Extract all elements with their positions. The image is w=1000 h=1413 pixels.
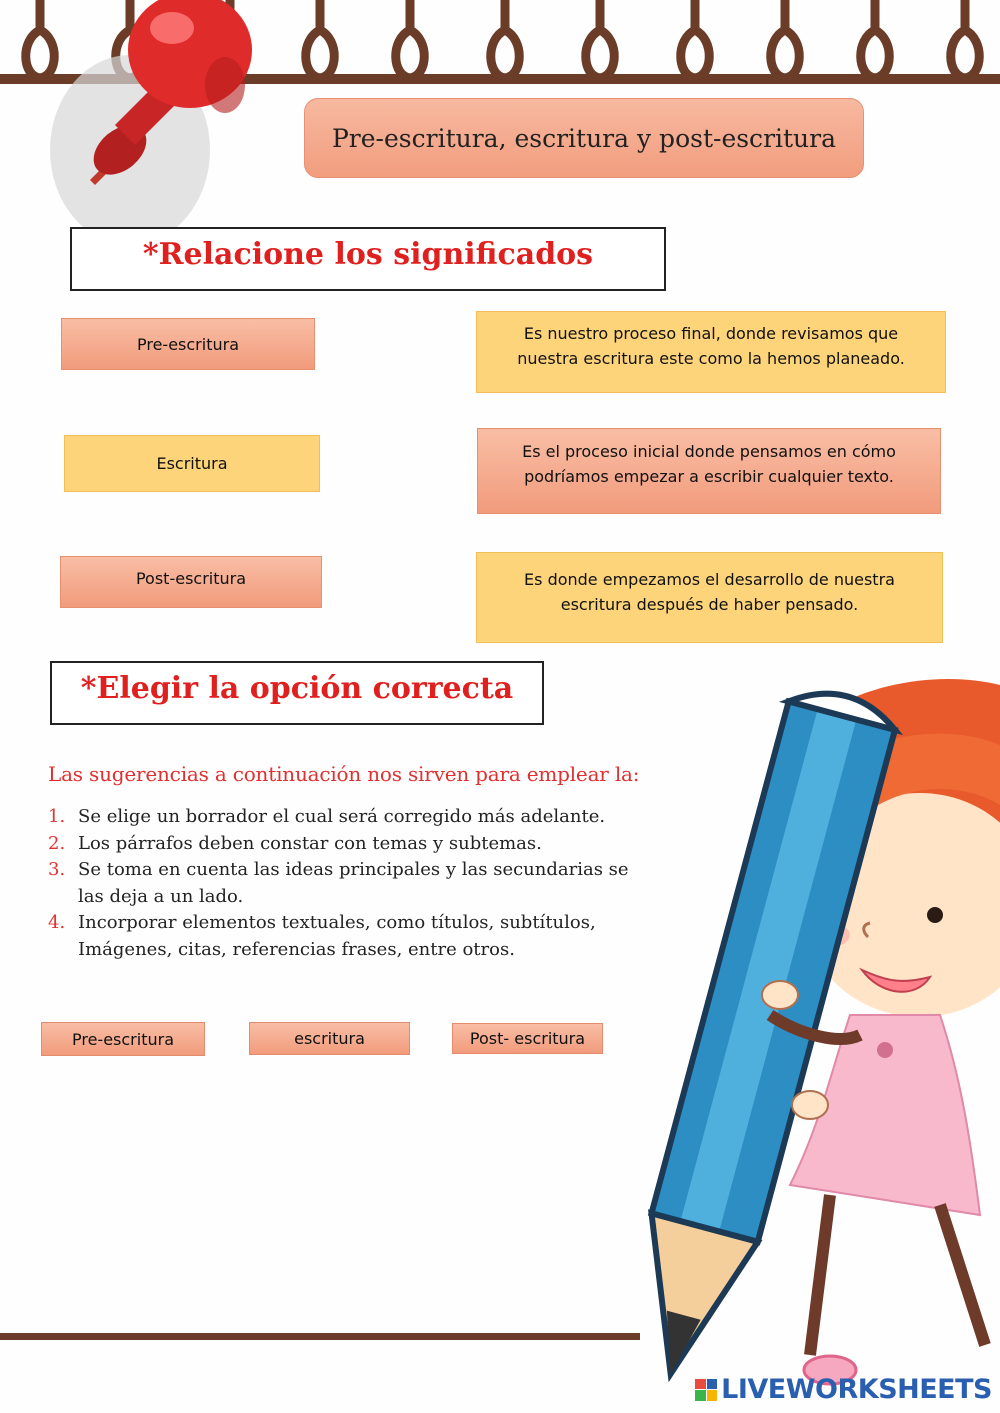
list-item (48, 804, 648, 831)
list-item-text: Los párrafos deben constar con temas y subtemas. (78, 832, 542, 854)
page-title: Pre-escritura, escritura y post-escritura (304, 98, 864, 178)
section-heading-match: *Relacione los significados (70, 227, 666, 291)
suggestion-list (48, 804, 648, 963)
brand-text: LIVEWORKSHEETS (721, 1374, 992, 1405)
list-item-text: Se elige un borrador el cual será corregido más adelante. (78, 806, 606, 827)
option-post-escritura-button[interactable]: Post- escritura (452, 1023, 603, 1054)
definition-card-2[interactable]: Es el proceso inicial donde pensamos en cómo podríamos empezar a escribir cualquier texto. (477, 428, 941, 514)
push-pin-icon (20, 0, 280, 260)
list-item-number: 4. (48, 912, 66, 933)
list-item (48, 857, 648, 910)
list-item (48, 910, 648, 963)
option-escritura-button[interactable]: escritura (249, 1022, 410, 1055)
definition-card-1[interactable]: Es nuestro proceso final, donde revisamos que nuestra escritura este como la hemos planeado. (476, 311, 946, 393)
term-card-post-escritura[interactable]: Post-escritura (60, 556, 322, 608)
term-card-escritura[interactable]: Escritura (64, 435, 320, 492)
section-heading-choose: *Elegir la opción correcta (50, 661, 544, 725)
option-pre-escritura-button[interactable]: Pre-escritura (41, 1022, 205, 1056)
question-text: Las sugerencias a continuación nos sirven para emplear la: (48, 762, 640, 786)
list-item-text: Se toma en cuenta las ideas principales y las secundarias se las deja a un lado. (78, 859, 629, 907)
definition-card-3[interactable]: Es donde empezamos el desarrollo de nuestra escritura después de haber pensado. (476, 552, 943, 643)
list-item (48, 831, 648, 858)
term-card-pre-escritura[interactable]: Pre-escritura (61, 318, 315, 370)
list-item-number: 1. (48, 806, 66, 827)
liveworksheets-logo-icon (695, 1379, 717, 1401)
liveworksheets-brand[interactable] (695, 1374, 992, 1405)
binder-bottom-line (0, 1333, 640, 1340)
list-item-text: Incorporar elementos textuales, como títulos, subtítulos, Imágenes, citas, referencias frases, entre otros. (78, 912, 596, 960)
list-item-number: 3. (48, 859, 66, 880)
girl-with-pencil-illustration (600, 655, 1000, 1413)
list-item-number: 2. (48, 832, 66, 854)
